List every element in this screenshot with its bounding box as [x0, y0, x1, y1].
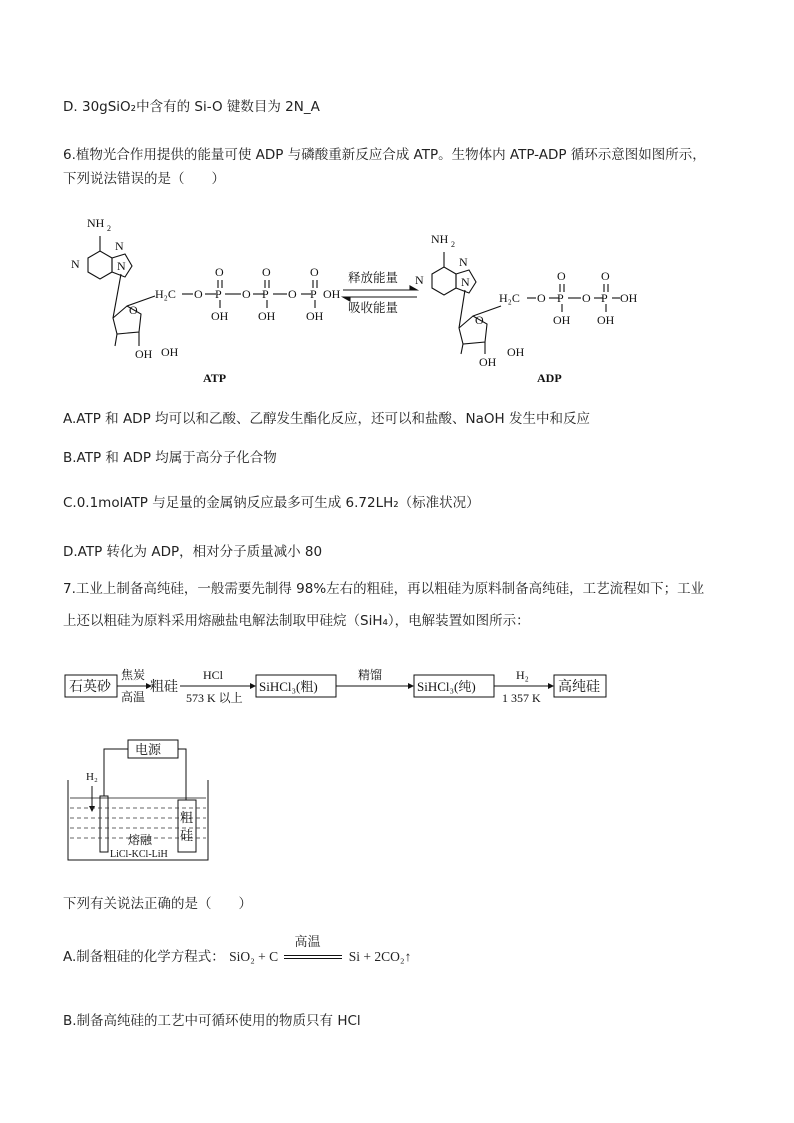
flow-1357k: 1 357 K — [502, 691, 541, 705]
svg-text:O: O — [557, 269, 566, 283]
svg-text:2: 2 — [451, 240, 455, 249]
svg-text:OH: OH — [306, 309, 324, 323]
q6-option-c: C.0.1molATP 与足量的金属钠反应最多可生成 6.72LH₂（标准状况） — [63, 495, 480, 511]
atp-n-2: N — [115, 239, 124, 253]
svg-text:O: O — [537, 291, 546, 305]
svg-text:OH: OH — [553, 313, 571, 327]
svg-text:P: P — [215, 287, 222, 301]
q6-option-b: B.ATP 和 ADP 均属于高分子化合物 — [63, 450, 277, 466]
svg-text:P: P — [601, 291, 608, 305]
svg-text:OH: OH — [323, 287, 341, 301]
arrow-release-energy: 释放能量 — [348, 270, 399, 285]
q7-option-a-condition: 高温 — [294, 935, 321, 950]
svg-text:OH: OH — [597, 313, 615, 327]
flow-hcl: HCl — [203, 668, 224, 682]
cell-power-source: 电源 — [135, 743, 162, 758]
svg-text:P: P — [557, 291, 564, 305]
svg-text:OH: OH — [620, 291, 638, 305]
q7-option-a-condition-arrow — [282, 935, 344, 966]
flow-h2: H₂ — [516, 668, 529, 682]
svg-text:O: O — [262, 265, 271, 279]
svg-text:H₂C: H₂C — [499, 291, 520, 305]
svg-text:OH: OH — [135, 347, 153, 361]
svg-text:O: O — [194, 287, 203, 301]
q6-option-a: A.ATP 和 ADP 均可以和乙酸、乙醇发生酯化反应，还可以和盐酸、NaOH 发生中和反应 — [63, 411, 590, 427]
silicon-process-flow — [60, 660, 620, 710]
q7-option-b: B.制备高纯硅的工艺中可循环使用的物质只有 HCl — [63, 1013, 361, 1029]
flow-high-purity-si: 高纯硅 — [558, 679, 600, 695]
flow-high-temp: 高温 — [121, 690, 146, 704]
q6-stem-line2: 下列说法错误的是（ ） — [63, 171, 225, 187]
atp-n-1: N — [71, 257, 80, 271]
atp-label: ATP — [203, 371, 227, 385]
q7-option-a-prefix: A.制备粗硅的化学方程式： — [63, 949, 225, 965]
flow-coke: 焦炭 — [121, 668, 146, 682]
q7-option-a — [63, 935, 412, 966]
flow-crude-si: 粗硅 — [150, 679, 178, 695]
svg-text:N: N — [415, 273, 424, 287]
adp-label: ADP — [537, 371, 562, 385]
svg-text:2: 2 — [107, 224, 111, 233]
atp-n-3: N — [117, 259, 126, 273]
q6-stem-line1: 6.植物光合作用提供的能量可使 ADP 与磷酸重新反应合成 ATP。生物体内 ATP-ADP 循环示意图如图所示， — [63, 147, 706, 163]
svg-text:P: P — [262, 287, 269, 301]
svg-text:OH: OH — [479, 355, 497, 369]
q7-option-a-eq-left: SiO₂ + C — [229, 949, 279, 964]
svg-text:O: O — [582, 291, 591, 305]
svg-text:P: P — [310, 287, 317, 301]
flow-distill: 精馏 — [358, 668, 383, 682]
q7-question: 下列有关说法正确的是（ ） — [63, 896, 252, 912]
svg-text:OH: OH — [258, 309, 276, 323]
q7-option-a-eq-right: Si + 2CO₂↑ — [348, 949, 412, 964]
flow-sihcl3-pure: SiHCl₃(纯) — [417, 679, 476, 694]
svg-text:O: O — [310, 265, 319, 279]
svg-text:N: N — [461, 275, 470, 289]
svg-text:OH: OH — [211, 309, 229, 323]
atp-h2c: H₂C — [155, 287, 176, 301]
flow-quartz-sand: 石英砂 — [69, 679, 111, 695]
flow-sihcl3-crude: SiHCl₃(粗) — [259, 679, 318, 694]
atp-nh2: NH — [87, 216, 105, 230]
flow-573k: 573 K 以上 — [186, 691, 243, 705]
q7-stem-line1: 7.工业上制备高纯硅，一般需要先制得 98%左右的粗硅，再以粗硅为原料制备高纯硅，工艺流程如下；工业 — [63, 581, 705, 597]
svg-text:NH: NH — [431, 232, 449, 246]
svg-text:O: O — [215, 265, 224, 279]
cell-electrode-1: 粗 — [180, 811, 194, 826]
arrow-absorb-energy: 吸收能量 — [348, 300, 399, 315]
q5-option-d: D. 30gSiO₂中含有的 Si-O 键数目为 2N_A — [63, 99, 320, 115]
svg-text:O: O — [129, 303, 138, 317]
cell-salt: LiCl-KCl-LiH — [110, 849, 168, 860]
cell-melt: 熔融 — [128, 833, 153, 847]
cell-h2: H₂ — [86, 771, 98, 783]
svg-text:N: N — [459, 255, 468, 269]
svg-text:O: O — [475, 313, 484, 327]
cell-electrode-2: 硅 — [180, 829, 194, 844]
q7-stem-line2: 上还以粗硅为原料采用熔融盐电解法制取甲硅烷（SiH₄），电解装置如图所示： — [63, 613, 530, 629]
q6-option-d: D.ATP 转化为 ADP，相对分子质量减小 80 — [63, 544, 323, 560]
svg-text:OH: OH — [161, 345, 179, 359]
electrolysis-cell — [62, 736, 222, 866]
svg-text:O: O — [601, 269, 610, 283]
svg-text:O: O — [242, 287, 251, 301]
svg-text:OH: OH — [507, 345, 525, 359]
svg-text:O: O — [288, 287, 297, 301]
atp-adp-diagram — [55, 210, 655, 390]
